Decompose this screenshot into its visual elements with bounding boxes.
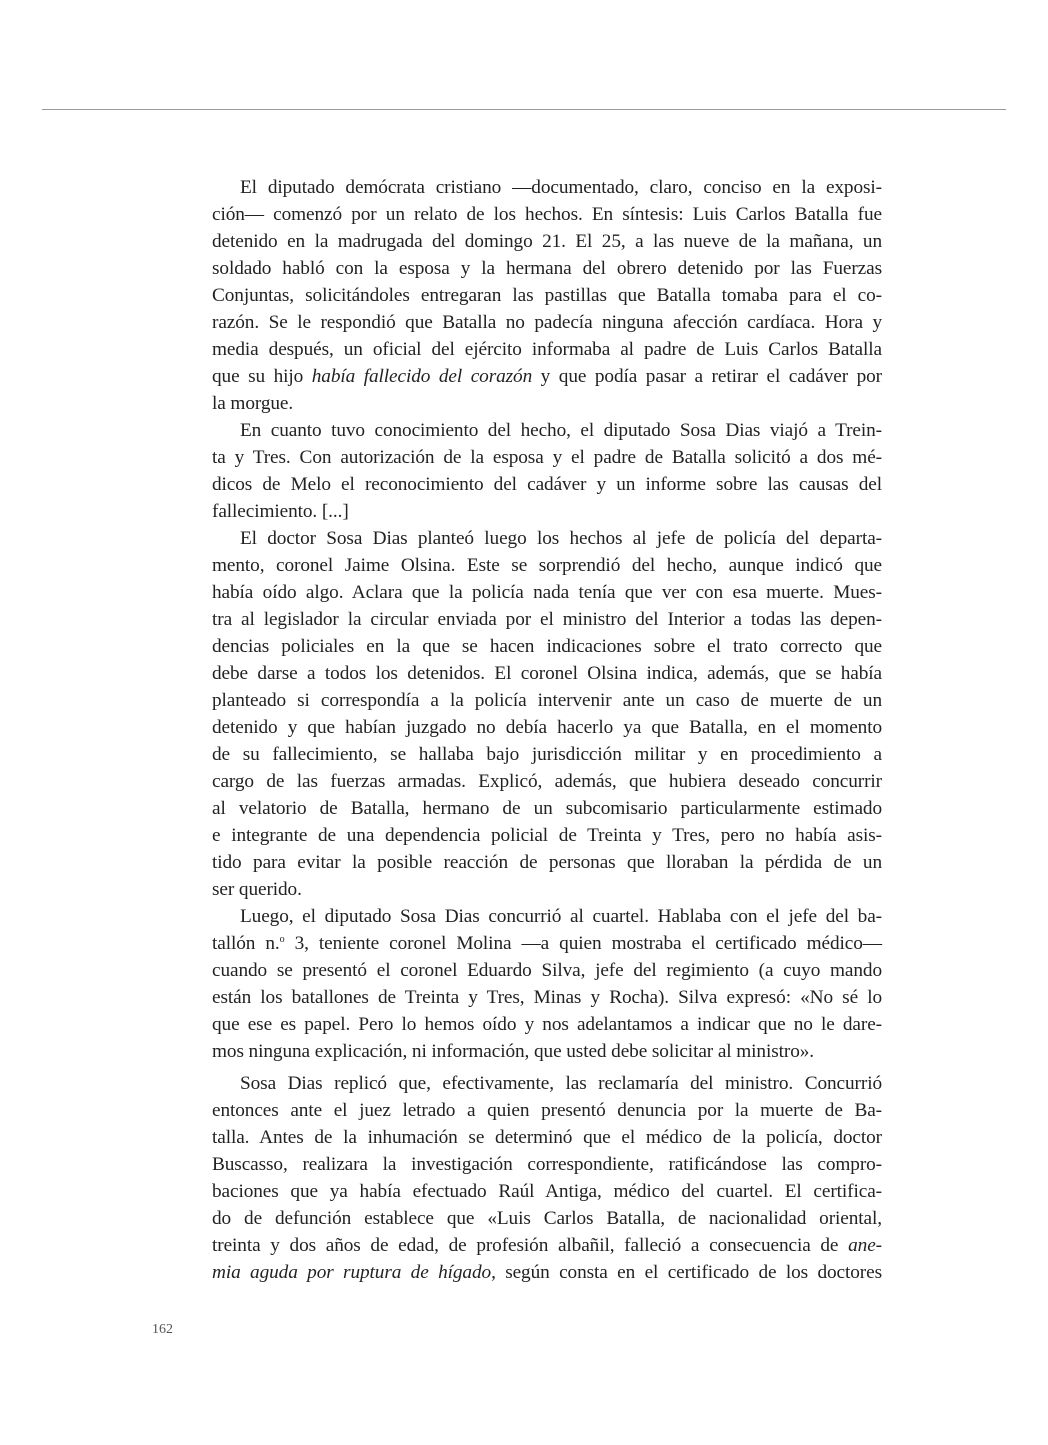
paragraph bbox=[212, 174, 882, 417]
text-line: dencias policiales en la que se hacen indicaciones sobre el trato correcto que bbox=[212, 636, 882, 657]
text-line: dicos de Melo el reconocimiento del cadáver y un informe sobre las causas del bbox=[212, 474, 882, 495]
paragraph bbox=[212, 525, 882, 903]
page-number: 162 bbox=[152, 1322, 173, 1337]
text-line: debe darse a todos los detenidos. El coronel Olsina indica, además, que se había bbox=[212, 663, 882, 684]
text-line: El doctor Sosa Dias planteó luego los hechos al jefe de policía del departa- bbox=[240, 528, 882, 549]
text-line: planteado si correspondía a la policía intervenir ante un caso de muerte de un bbox=[212, 690, 882, 711]
text-line: detenido y que habían juzgado no debía hacerlo ya que Batalla, en el momento bbox=[212, 717, 882, 738]
text-line: Buscasso, realizara la investigación correspondiente, ratificándose las compro- bbox=[212, 1154, 882, 1175]
text-line: razón. Se le respondió que Batalla no padecía ninguna afección cardíaca. Hora y bbox=[212, 312, 882, 333]
text-line: e integrante de una dependencia policial de Treinta y Tres, pero no había asis- bbox=[212, 825, 882, 846]
text-line: soldado habló con la esposa y la hermana del obrero detenido por las Fuerzas bbox=[212, 258, 882, 279]
text-line: tallón n.$^o$ 3, teniente coronel Molina —a quien mostraba el certificado médico— bbox=[212, 933, 882, 954]
text-line: tido para evitar la posible reacción de personas que lloraban la pérdida de un bbox=[212, 852, 882, 873]
text-line: do de defunción establece que «Luis Carlos Batalla, de nacionalidad oriental, bbox=[212, 1208, 882, 1229]
body-text bbox=[212, 174, 882, 1286]
text-line: Luego, el diputado Sosa Dias concurrió al cuartel. Hablaba con el jefe del ba- bbox=[240, 906, 882, 927]
text-line: entonces ante el juez letrado a quien presentó denuncia por la muerte de Ba- bbox=[212, 1100, 882, 1121]
paragraph bbox=[212, 903, 882, 1065]
text-line: talla. Antes de la inhumación se determinó que el médico de la policía, doctor bbox=[212, 1127, 882, 1148]
text-line: baciones que ya había efectuado Raúl Antiga, médico del cuartel. El certifica- bbox=[212, 1181, 882, 1202]
text-line: Sosa Dias replicó que, efectivamente, las reclamaría del ministro. Concurrió bbox=[240, 1073, 882, 1094]
text-line: ser querido. bbox=[212, 879, 302, 900]
text-line: fallecimiento. [...] bbox=[212, 501, 349, 522]
text-line: tra al legislador la circular enviada por el ministro del Interior a todas las depen- bbox=[212, 609, 882, 630]
text-line: El diputado demócrata cristiano —documentado, claro, conciso en la exposi- bbox=[240, 177, 882, 198]
text-line: ta y Tres. Con autorización de la esposa y el padre de Batalla solicitó a dos mé- bbox=[212, 447, 882, 468]
text-line: detenido en la madrugada del domingo 21. El 25, a las nueve de la mañana, un bbox=[212, 231, 882, 252]
text-line: En cuanto tuvo conocimiento del hecho, el diputado Sosa Dias viajó a Trein- bbox=[240, 420, 882, 441]
header-rule bbox=[42, 109, 1006, 110]
text-line: treinta y dos años de edad, de profesión albañil, falleció a consecuencia de ane- bbox=[212, 1235, 882, 1256]
text-line: mos ninguna explicación, ni información, que usted debe solicitar al ministro». bbox=[212, 1041, 814, 1062]
text-line: al velatorio de Batalla, hermano de un subcomisario particularmente estimado bbox=[212, 798, 882, 819]
text-line: mento, coronel Jaime Olsina. Este se sorprendió del hecho, aunque indicó que bbox=[212, 555, 882, 576]
text-line: Conjuntas, solicitándoles entregaran las pastillas que Batalla tomaba para el co- bbox=[212, 285, 882, 306]
paragraph bbox=[212, 1070, 882, 1286]
text-line: de su fallecimiento, se hallaba bajo jurisdicción militar y en procedimiento a bbox=[212, 744, 882, 765]
text-line: que ese es papel. Pero lo hemos oído y nos adelantamos a indicar que no le dare- bbox=[212, 1014, 882, 1035]
text-line: están los batallones de Treinta y Tres, Minas y Rocha). Silva expresó: «No sé lo bbox=[212, 987, 882, 1008]
text-line: media después, un oficial del ejército informaba al padre de Luis Carlos Batalla bbox=[212, 339, 882, 360]
text-line: cargo de las fuerzas armadas. Explicó, además, que hubiera deseado concurrir bbox=[212, 771, 882, 792]
text-line: mia aguda por ruptura de hígado, según consta en el certificado de los doctores bbox=[212, 1262, 882, 1283]
text-line: que su hijo había fallecido del corazón y que podía pasar a retirar el cadáver por bbox=[212, 366, 882, 387]
text-line: había oído algo. Aclara que la policía nada tenía que ver con esa muerte. Mues- bbox=[212, 582, 882, 603]
text-line: la morgue. bbox=[212, 393, 294, 414]
text-line: cuando se presentó el coronel Eduardo Silva, jefe del regimiento (a cuyo mando bbox=[212, 960, 882, 981]
text-line: ción— comenzó por un relato de los hechos. En síntesis: Luis Carlos Batalla fue bbox=[212, 204, 882, 225]
paragraph bbox=[212, 417, 882, 525]
